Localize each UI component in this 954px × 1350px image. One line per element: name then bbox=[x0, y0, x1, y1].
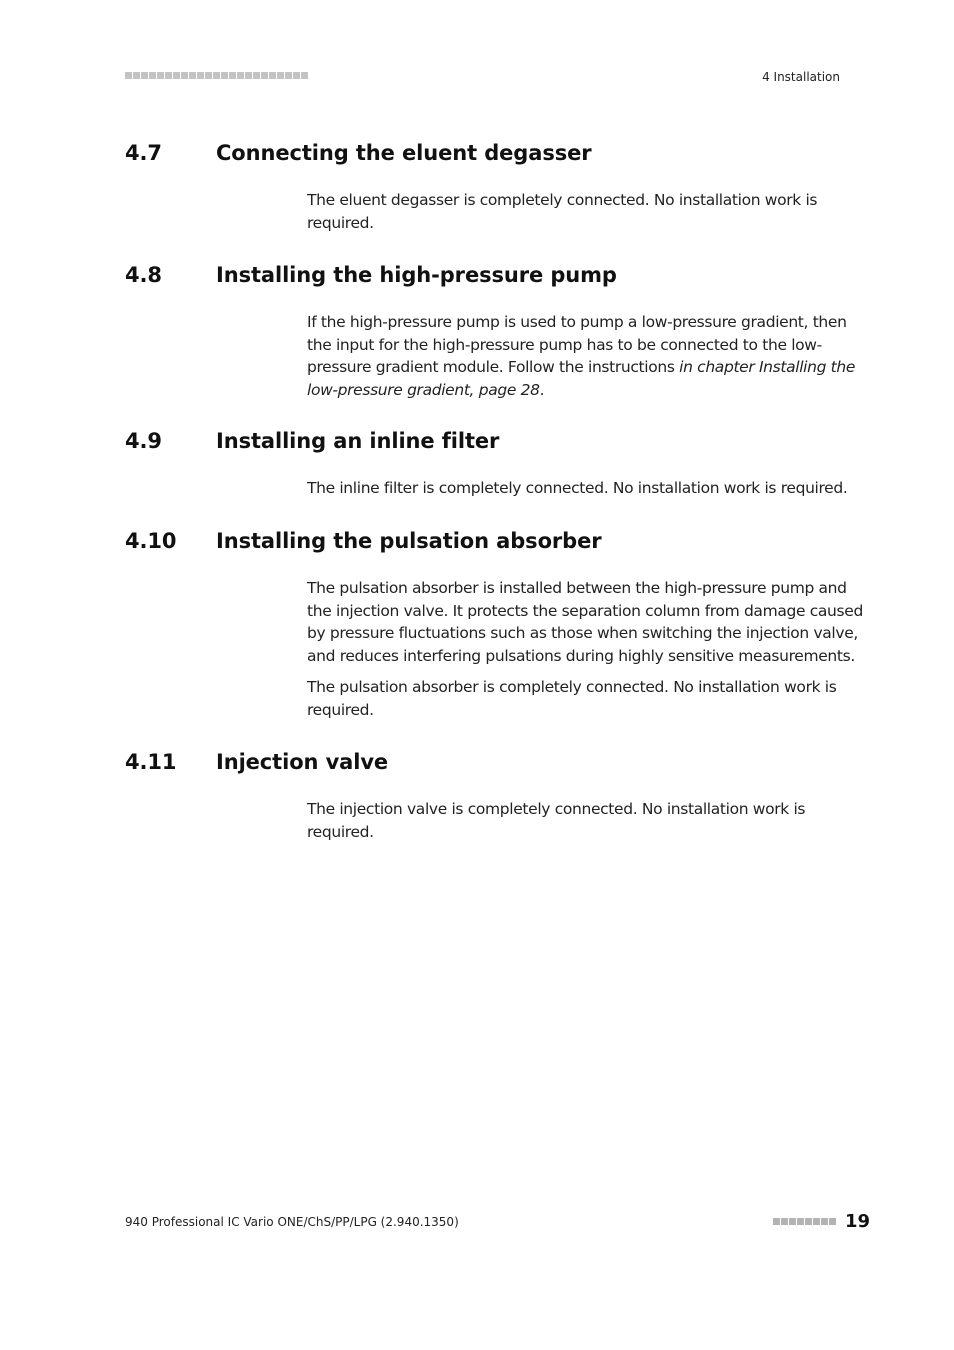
page-number: 19 bbox=[845, 1211, 871, 1232]
cross-reference-link[interactable]: low-pressure gradient, page 28 bbox=[307, 380, 540, 399]
text-line: The pulsation absorber is completely connected. No installation work is bbox=[307, 678, 837, 696]
section-number: 4.7 bbox=[125, 141, 162, 165]
section-heading-4-9 bbox=[125, 429, 499, 453]
text-line: required. bbox=[307, 822, 374, 841]
cross-reference-link[interactable]: in chapter Installing the bbox=[679, 358, 856, 376]
section-number: 4.9 bbox=[125, 429, 162, 453]
text-line bbox=[307, 356, 856, 379]
section-number: 4.8 bbox=[125, 263, 162, 287]
section-number: 4.11 bbox=[125, 750, 177, 774]
header-decoration bbox=[125, 72, 308, 80]
footer-document-title: 940 Professional IC Vario ONE/ChS/PP/LPG (2.940.1350) bbox=[125, 1215, 459, 1229]
text-line: by pressure fluctuations such as those when switching the injection valve, bbox=[307, 624, 858, 642]
section-title-text: Installing an inline filter bbox=[216, 429, 500, 453]
text-line: The inline filter is completely connected. No installation work is required. bbox=[307, 479, 848, 497]
section-heading-4-7 bbox=[125, 141, 592, 165]
footer-decoration bbox=[773, 1218, 836, 1225]
section-4-10-paragraph-2 bbox=[307, 676, 847, 721]
text-run: pressure gradient module. Follow the instructions bbox=[307, 358, 680, 376]
section-number: 4.10 bbox=[125, 529, 177, 553]
section-heading-4-10 bbox=[125, 529, 602, 553]
section-4-11-paragraph bbox=[307, 798, 847, 843]
section-heading-4-8 bbox=[125, 263, 617, 287]
section-title-text: Installing the high-pressure pump bbox=[216, 263, 617, 287]
text-line bbox=[307, 379, 847, 402]
running-header-chapter: 4 Installation bbox=[762, 70, 840, 84]
section-heading-4-11 bbox=[125, 750, 388, 774]
section-4-8-paragraph bbox=[307, 311, 856, 401]
text-line: the injection valve. It protects the separation column from damage caused bbox=[307, 601, 863, 620]
section-4-9-paragraph bbox=[307, 477, 847, 500]
text-line: and reduces interfering pulsations during highly sensitive measurements. bbox=[307, 646, 855, 665]
section-4-7-paragraph bbox=[307, 189, 847, 234]
text-run: . bbox=[539, 380, 545, 399]
section-title-text: Installing the pulsation absorber bbox=[216, 529, 602, 553]
text-line: the input for the high-pressure pump has to be connected to the low- bbox=[307, 335, 822, 354]
section-4-10-paragraph-1 bbox=[307, 577, 863, 667]
text-line: required. bbox=[307, 700, 374, 719]
text-line: If the high-pressure pump is used to pump a low-pressure gradient, then bbox=[307, 313, 847, 331]
text-line: The pulsation absorber is installed between the high-pressure pump and bbox=[307, 579, 847, 597]
text-line: The eluent degasser is completely connected. No installation work is bbox=[307, 191, 818, 209]
text-line: The injection valve is completely connected. No installation work is bbox=[307, 800, 806, 818]
section-title-text: Connecting the eluent degasser bbox=[216, 141, 592, 165]
text-line: required. bbox=[307, 213, 374, 232]
section-title-text: Injection valve bbox=[216, 750, 389, 774]
